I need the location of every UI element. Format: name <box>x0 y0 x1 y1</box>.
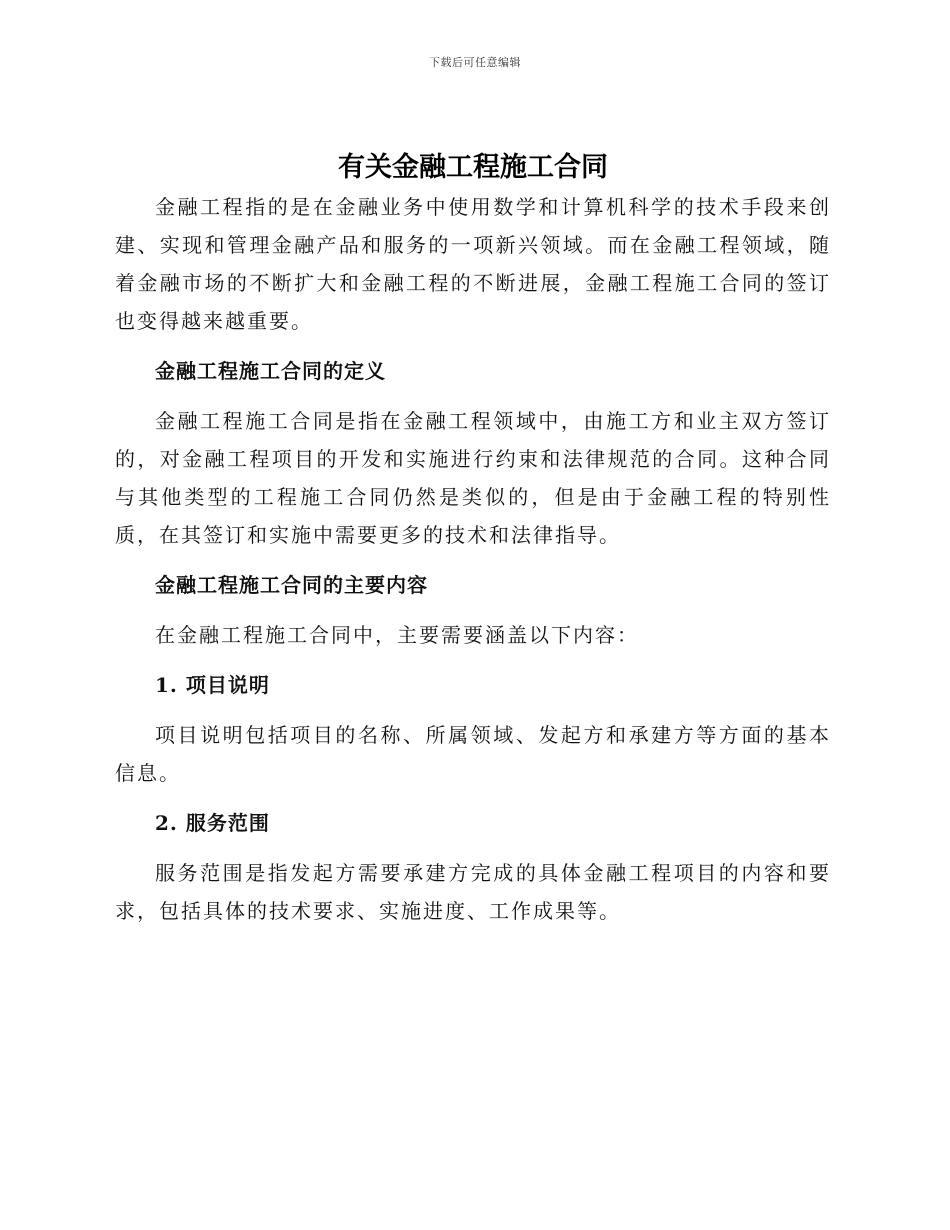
document-title: 有关金融工程施工合同 <box>338 152 608 183</box>
item-heading-service-scope: 2. 服务范围 <box>155 811 270 835</box>
header-note: 下载后可任意编辑 <box>429 56 521 69</box>
section-body-main-content: 在金融工程施工合同中，主要需要涵盖以下内容： <box>155 623 639 647</box>
item-heading-project-description: 1. 项目说明 <box>155 673 270 697</box>
intro-paragraph: 金融工程指的是在金融业务中使用数学和计算机科学的技术手段来创建、实现和管理金融产品和服务的一项新兴领域。而在金融工程领域，随着金融市场的不断扩大和金融工程的不断进展，金融工程施工合同的签订也变得越来越重要。 <box>115 195 831 333</box>
item-body-service-scope: 服务范围是指发起方需要承建方完成的具体金融工程项目的内容和要求，包括具体的技术要求、实施进度、工作成果等。 <box>115 861 831 923</box>
document-body <box>115 148 831 930</box>
section-heading-main-content: 金融工程施工合同的主要内容 <box>155 573 428 597</box>
section-body-definition: 金融工程施工合同是指在金融工程领域中，由施工方和业主双方签订的，对金融工程项目的开发和实施进行约束和法律规范的合同。这种合同与其他类型的工程施工合同仍然是类似的，但是由于金融工程的特别性质，在其签订和实施中需要更多的技术和法律指导。 <box>115 409 831 547</box>
item-body-project-description: 项目说明包括项目的名称、所属领域、发起方和承建方等方面的基本信息。 <box>115 723 831 785</box>
section-heading-definition: 金融工程施工合同的定义 <box>155 359 386 383</box>
